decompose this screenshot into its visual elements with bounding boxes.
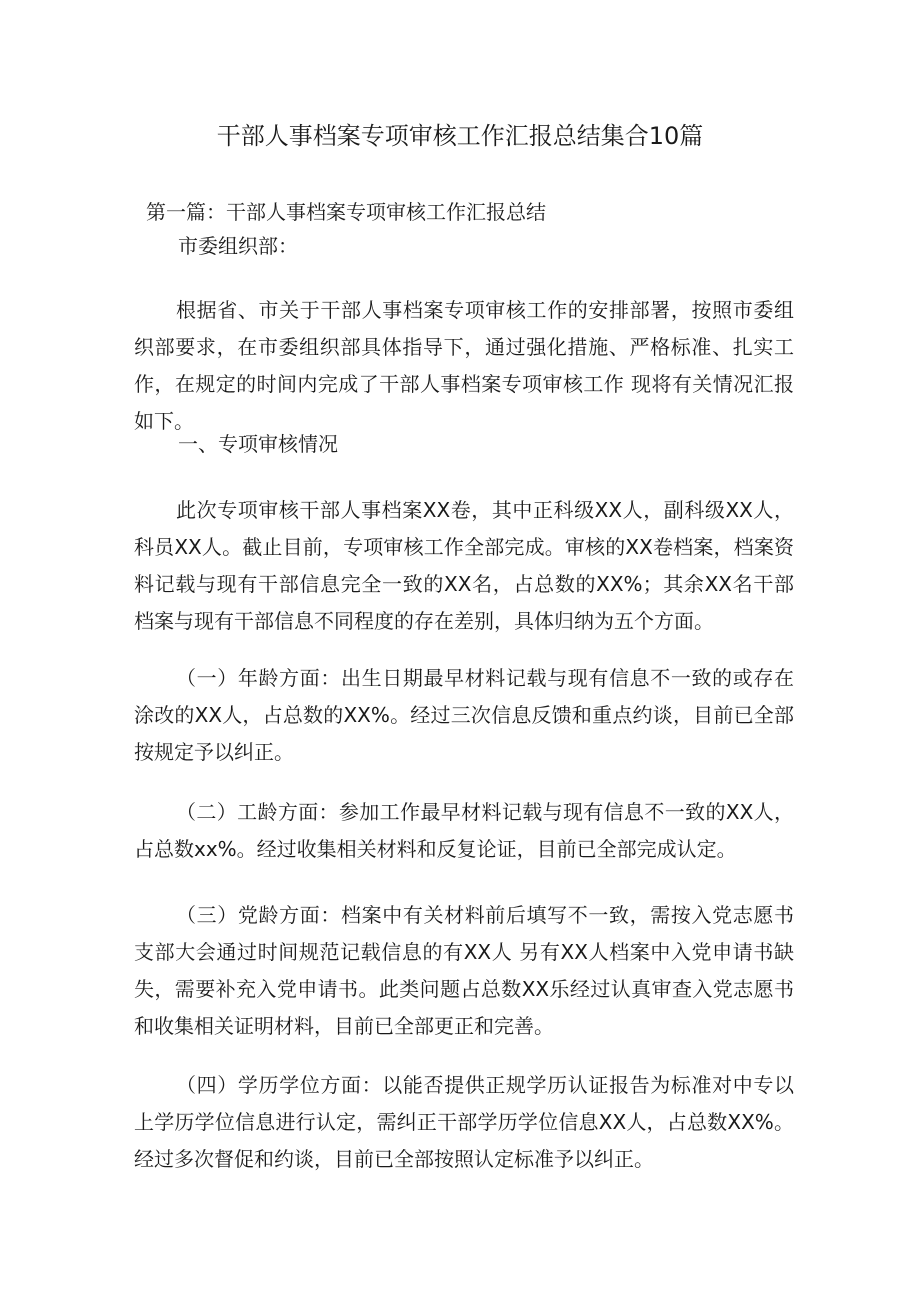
section-heading: 一、专项审核情况 (178, 432, 338, 456)
paragraph-age: （一）年龄方面：出生日期最早材料记载与现有信息不一致的或存在涂改的XX人，占总数的XX%。经过三次信息反馈和重点约谈，目前已全部按规定予以纠正。 (134, 666, 794, 764)
chapter-heading: 第一篇：干部人事档案专项审核工作汇报总结 (146, 200, 546, 224)
paragraph-intro: 根据省、市关于干部人事档案专项审核工作的安排部署，按照市委组织部要求，在市委组织部具体指导下，通过强化措施、严格标准、扎实工作，在规定的时间内完成了干部人事档案专项审核工作 现将有关情况汇报如下。 (134, 298, 794, 433)
paragraph-education: （四）学历学位方面：以能否提供正规学历认证报告为标准对中专以上学历学位信息进行认定，需纠正干部学历学位信息XX人，占总数XX%。经过多次督促和约谈，目前已全部按照认定标准予以纠正。 (134, 1073, 794, 1171)
document-title: 干部人事档案专项审核工作汇报总结集合10篇 (216, 122, 704, 150)
paragraph-work-years: （二）工龄方面：参加工作最早材料记载与现有信息不一致的XX人，占总数xx%。经过收集相关材料和反复论证，目前已全部完成认定。 (134, 800, 794, 861)
paragraph-party-years: （三）党龄方面：档案中有关材料前后填写不一致，需按入党志愿书支部大会通过时间规范记载信息的有XX人 另有XX人档案中入党申请书缺失，需要补充入党申请书。此类问题占总数XX乐经过认真审查入党志愿书和收集相关证明材料，目前已全部更正和完善。 (134, 903, 794, 1038)
salutation: 市委组织部： (178, 234, 298, 258)
paragraph-overview: 此次专项审核干部人事档案XX卷，其中正科级XX人，副科级XX人，科员XX人。截止目前，专项审核工作全部完成。审核的XX卷档案，档案资料记载与现有干部信息完全一致的XX名，占总数的XX%；其余XX名干部档案与现有干部信息不同程度的存在差别，具体归纳为五个方面。 (134, 498, 794, 633)
